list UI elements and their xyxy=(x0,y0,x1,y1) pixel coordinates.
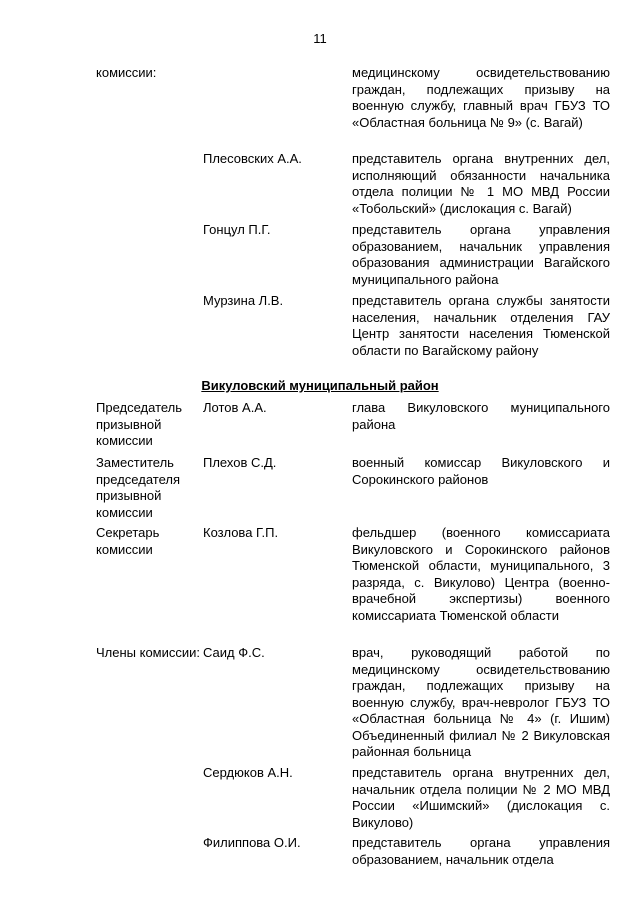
member-description: представитель органа управления образованием, начальник отдела xyxy=(352,835,610,867)
member-name: Филиппова О.И. xyxy=(203,835,301,850)
member-description: представитель органа внутренних дел, начальник отдела полиции № 2 МО МВД России «Ишимский» (дислокация с. Викулово) xyxy=(352,765,610,830)
member-description: врач, руководящий работой по медицинскому освидетельствованию граждан, подлежащих призыву на военную службу, врач-невролог ГБУЗ ТО «Областная больница № 4» (г. Ишим) Объединенный филиал № 2 Викуловская районная больница xyxy=(352,645,610,759)
member-role: Члены комиссии: xyxy=(96,645,201,660)
member-name: Сердюков А.Н. xyxy=(203,765,293,780)
member-name: Плесовских А.А. xyxy=(203,151,302,166)
member-name: Мурзина Л.В. xyxy=(203,293,284,308)
member-description: фельдшер (военного комиссариата Викуловского и Сорокинского районов Тюменской области, муниципального, 3 разряда, с. Викулово) Центра (военно-врачебной экспертизы) военного комиссариата Тюменской области xyxy=(352,525,610,623)
member-role: Заместитель председателя призывной комиссии xyxy=(96,455,181,520)
member-name: Саид Ф.С. xyxy=(203,645,265,660)
page-number: 11 xyxy=(313,31,327,46)
member-name: Гонцул П.Г. xyxy=(203,222,271,237)
member-description: представитель органа службы занятости населения, начальник отделения ГАУ Центр занятости населения Тюменской области по Вагайскому району xyxy=(352,293,610,358)
member-description: глава Викуловского муниципального района xyxy=(352,400,610,432)
member-description: представитель органа управления образованием, начальник управления образования администрации Вагайского муниципального района xyxy=(352,222,610,287)
member-description: медицинскому освидетельствованию граждан, подлежащих призыву на военную службу, главный врач ГБУЗ ТО «Областная больница № 9» (с. Вагай) xyxy=(352,65,610,130)
member-description: военный комиссар Викуловского и Сорокинского районов xyxy=(352,455,610,487)
district-heading: Викуловский муниципальный район xyxy=(201,378,439,393)
member-name: Козлова Г.П. xyxy=(203,525,279,540)
member-name: Плехов С.Д. xyxy=(203,455,277,470)
member-role: Секретарь комиссии xyxy=(96,525,160,557)
member-description: представитель органа внутренних дел, исполняющий обязанности начальника отдела полиции № 1 МО МВД России «Тобольский» (дислокация с. Вагай) xyxy=(352,151,610,216)
member-role: Председатель призывной комиссии xyxy=(96,400,183,448)
member-name: Лотов А.А. xyxy=(203,400,267,415)
member-role: комиссии: xyxy=(96,65,157,80)
